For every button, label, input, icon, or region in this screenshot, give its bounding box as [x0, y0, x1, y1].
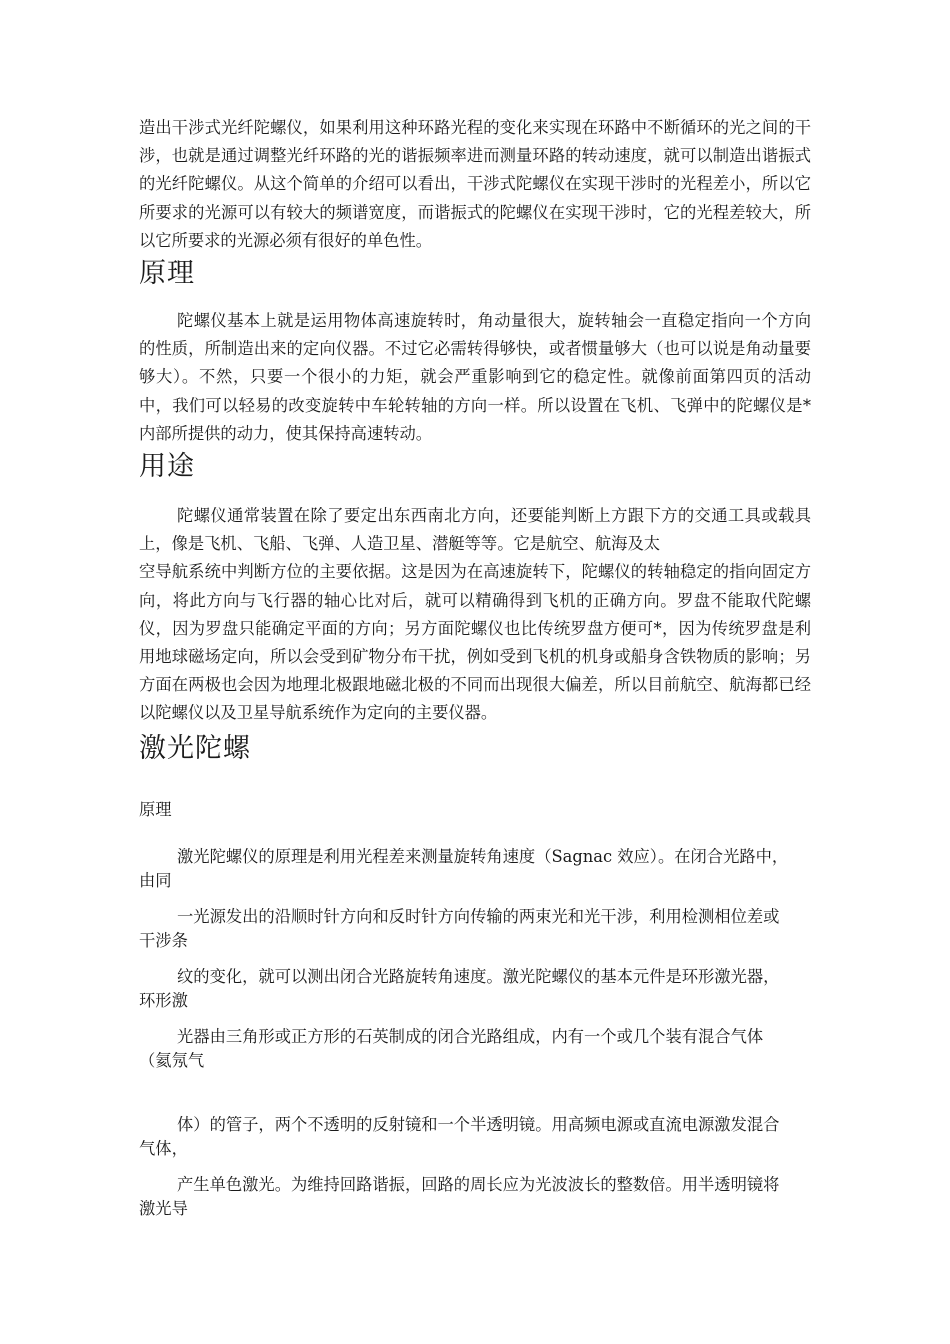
intro-paragraph: 造出干涉式光纤陀螺仪，如果利用这种环路光程的变化来实现在环路中不断循环的光之间的干涉，也就是通过调整光纤环路的光的谐振频率进而测量环路的转动速度，就可以制造出谐振式的光纤陀螺仪。从这个简单的介绍可以看出，干涉式陀螺仪在实现干涉时的光程差小，所以它所要求的光源可以有较大的频谱宽度，而谐振式的陀螺仪在实现干涉时，它的光程差较大，所以它所要求的光源必须有很好的单色性。: [139, 118, 811, 250]
heading-principle: 原理: [139, 258, 195, 290]
subheading-laser-principle: 原理: [139, 799, 172, 819]
laser-block-0: [139, 845, 811, 893]
laser-line: 光器由三角形或正方形的石英制成的闭合光路组成，内有一个或几个装有混合气体: [177, 1026, 764, 1046]
laser-line: 产生单色激光。为维持回路谐振，回路的周长应为光波波长的整数倍。用半透明镜将: [177, 1174, 780, 1194]
laser-line-wrap: 环形激: [139, 990, 188, 1010]
laser-line-wrap: 干涉条: [139, 930, 188, 950]
document-page: [139, 114, 811, 1221]
use-paragraph-2: 空导航系统中判断方位的主要依据。这是因为在高速旋转下，陀螺仪的转轴稳定的指向固定方向，将此方向与飞行器的轴心比对后，就可以精确得到飞机的正确方向。罗盘不能取代陀螺仪，因为罗盘只能确定平面的方向；另方面陀螺仪也比传统罗盘方便可*，因为传统罗盘是利用地球磁场定向，所以会受到矿物分布干扰，例如受到飞机的机身或船身含铁物质的影响；另方面在两极也会因为地理北极跟地磁北极的不同而出现很大偏差，所以目前航空、航海都已经以陀螺仪以及卫星导航系统作为定向的主要仪器。: [139, 562, 811, 723]
laser-block-5: [139, 1173, 811, 1221]
laser-line-wrap: 气体，: [139, 1138, 188, 1158]
laser-block-3: [139, 1025, 811, 1073]
laser-line: 纹的变化，就可以测出闭合光路旋转角速度。激光陀螺仪的基本元件是环形激光器，: [177, 966, 780, 986]
laser-line: 一光源发出的沿顺时针方向和反时针方向传输的两束光和光干涉，利用检测相位差或: [177, 906, 780, 926]
laser-line-wrap: （氦氖气: [139, 1050, 205, 1070]
laser-block-2: [139, 965, 811, 1013]
laser-line: 体）的管子，两个不透明的反射镜和一个半透明镜。用高频电源或直流电源激发混合: [177, 1114, 780, 1134]
laser-block-1: [139, 905, 811, 953]
heading-laser-gyro: 激光陀螺: [139, 732, 251, 764]
laser-line-wrap: 激光导: [139, 1198, 188, 1218]
heading-use: 用途: [139, 451, 195, 483]
laser-block-4: [139, 1113, 811, 1161]
use-paragraph-1: 陀螺仪通常装置在除了要定出东西南北方向，还要能判断上方跟下方的交通工具或载具上，像是飞机、飞船、飞弹、人造卫星、潜艇等等。它是航空、航海及太: [139, 506, 811, 554]
laser-line-wrap: 由同: [139, 870, 172, 890]
laser-line: 激光陀螺仪的原理是利用光程差来测量旋转角速度（Sagnac 效应）。在闭合光路中，: [177, 846, 789, 866]
principle-paragraph: 陀螺仪基本上就是运用物体高速旋转时，角动量很大，旋转轴会一直稳定指向一个方向的性质，所制造出来的定向仪器。不过它必需转得够快，或者惯量够大（也可以说是角动量要够大）。不然，只要一个很小的力矩，就会严重影响到它的稳定性。就像前面第四页的活动中，我们可以轻易的改变旋转中车轮转轴的方向一样。所以设置在飞机、飞弹中的陀螺仪是*内部所提供的动力，使其保持高速转动。: [139, 311, 811, 443]
